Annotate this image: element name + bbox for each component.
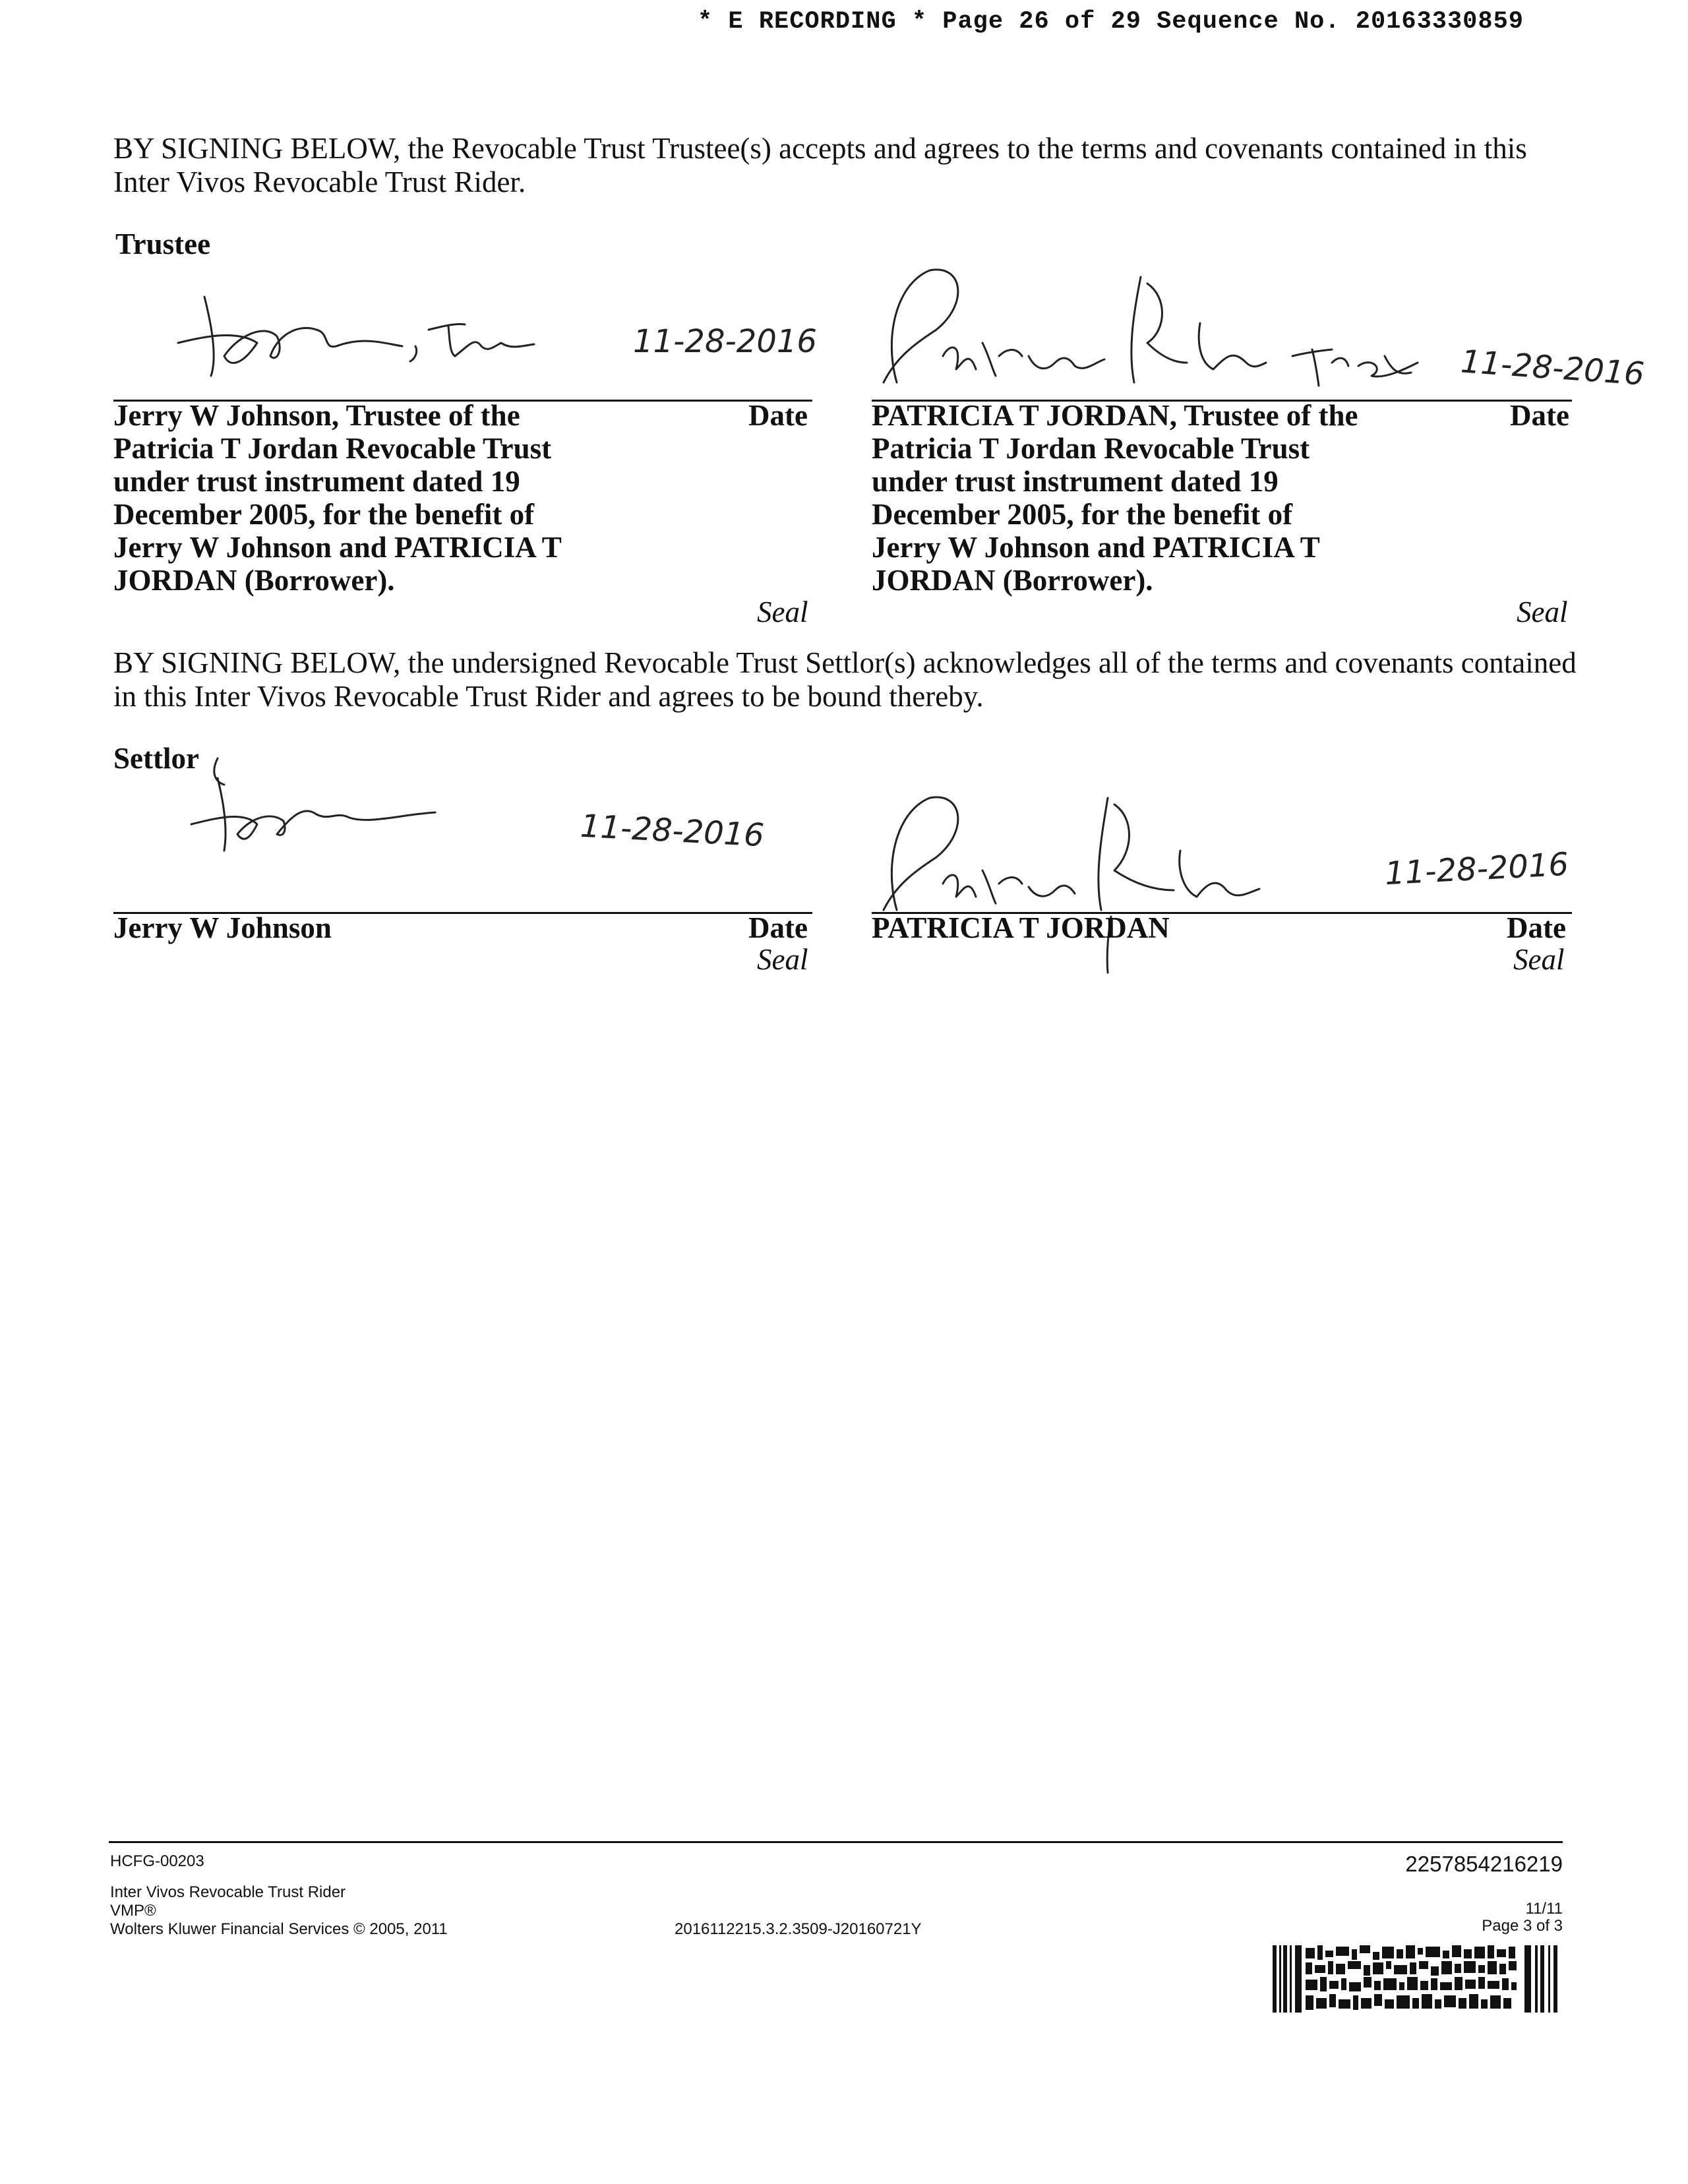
footer-revision: 11/11 xyxy=(1525,1900,1563,1918)
patricia-settlor-handwritten-date: 11-28-2016 xyxy=(1383,845,1570,893)
patricia-trustee-seal-label: Seal xyxy=(1517,595,1568,628)
footer-publisher: Wolters Kluwer Financial Services © 2005, 2011 xyxy=(110,1920,448,1938)
recording-header: * E RECORDING * Page 26 of 29 Sequence No. 20163330859 xyxy=(698,8,1524,36)
jerry-settlor-name: Jerry W Johnson xyxy=(113,911,332,944)
patricia-trustee-name-block: PATRICIA T JORDAN, Trustee of the Patricia T Jordan Revocable Trust under trust instrument dated 19 December 2005, for the benefit of Jerry W Johnson and PATRICIA T JORDAN (Borrower). xyxy=(872,399,1358,597)
footer-document-id: 2016112215.3.2.3509-J20160721Y xyxy=(675,1920,922,1938)
footer-form-title: Inter Vivos Revocable Trust Rider xyxy=(110,1883,346,1901)
patricia-trustee-handwritten-date: 11-28-2016 xyxy=(1459,343,1646,393)
jerry-settlor-seal-label: Seal xyxy=(757,943,808,976)
patricia-settlor-signature xyxy=(857,778,1306,976)
trustee-heading: Trustee xyxy=(115,228,211,260)
patricia-settlor-date-label: Date xyxy=(1507,911,1566,944)
jerry-settlor-handwritten-date: 11-28-2016 xyxy=(579,807,766,855)
jerry-trustee-signature xyxy=(165,284,574,389)
jerry-settlor-signature xyxy=(178,752,455,864)
patricia-settlor-name: PATRICIA T JORDAN xyxy=(872,911,1170,944)
footer-loan-number: 2257854216219 xyxy=(1405,1852,1563,1876)
patricia-settlor-seal-label: Seal xyxy=(1513,943,1565,976)
patricia-trustee-date-label: Date xyxy=(1510,399,1569,432)
jerry-trustee-handwritten-date: 11-28-2016 xyxy=(633,323,817,360)
jerry-trustee-date-label: Date xyxy=(748,399,808,432)
patricia-trustee-signature xyxy=(857,257,1451,399)
settlor-heading: Settlor xyxy=(113,742,199,775)
pdf417-barcode xyxy=(1273,1945,1563,2013)
jerry-trustee-seal-label: Seal xyxy=(757,595,808,628)
footer-rule xyxy=(109,1841,1563,1843)
footer-page-number: Page 3 of 3 xyxy=(1482,1917,1563,1935)
trustee-intro-paragraph: BY SIGNING BELOW, the Revocable Trust Trustee(s) accepts and agrees to the terms and covenants contained in this Inter Vivos Revocable Trust Rider. xyxy=(113,132,1527,198)
settlor-intro-paragraph: BY SIGNING BELOW, the undersigned Revocable Trust Settlor(s) acknowledges all of the terms and covenants contained in this Inter Vivos Revocable Trust Rider and agrees to be bound thereby. xyxy=(113,646,1577,713)
jerry-trustee-name-block: Jerry W Johnson, Trustee of the Patricia T Jordan Revocable Trust under trust instrument dated 19 December 2005, for the benefit of Jerry W Johnson and PATRICIA T JORDAN (Borrower). xyxy=(113,399,561,597)
jerry-settlor-date-label: Date xyxy=(748,911,808,944)
footer-form-code: HCFG-00203 xyxy=(110,1852,204,1870)
footer-vmp: VMP® xyxy=(110,1902,156,1920)
